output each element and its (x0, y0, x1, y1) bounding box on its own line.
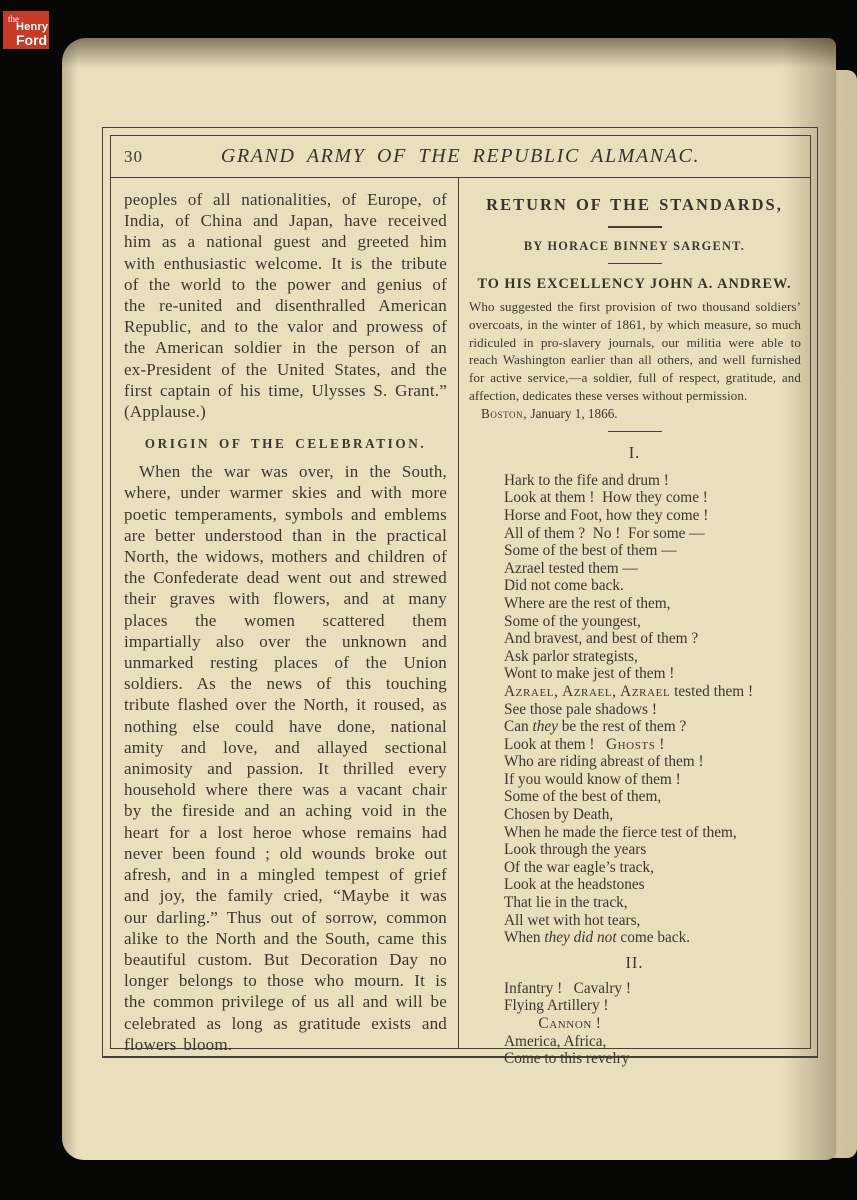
logo-text-ford: Ford (16, 32, 48, 48)
poem-line: Who are riding abreast of them ! (504, 753, 704, 771)
section-heading-origin: ORIGIN OF THE CELEBRATION. (144, 436, 427, 452)
dedication-dateline: Boston, January 1, 1866. (481, 405, 618, 421)
poem-line: Can they be the rest of them ? (504, 718, 687, 736)
logo-text-henry: Henry (16, 21, 49, 33)
poem-line: America, Africa, (504, 1032, 607, 1050)
poem-line: Some of the best of them — (504, 542, 677, 560)
divider-rule-2 (608, 263, 662, 264)
poem-line: Some of the best of them, (504, 788, 662, 806)
poem-line: See those pale shadows ! (504, 700, 657, 718)
poem-line: That lie in the track, (504, 894, 628, 912)
poem-line: Hark to the fife and drum ! (504, 471, 669, 489)
poem-section-2 (467, 980, 802, 1068)
poem-line: Horse and Foot, how they come ! (504, 506, 709, 524)
text-columns (111, 178, 810, 1068)
poem-section-1 (467, 472, 802, 947)
poem-line: Did not come back. (504, 577, 624, 595)
poem-line: Look at them ! How they come ! (504, 489, 708, 507)
poem-line: Look through the years (504, 841, 647, 859)
poem-line: Azrael tested them — (504, 559, 638, 577)
poem-line: When they did not come back. (504, 929, 691, 947)
poem-line: Where are the rest of them, (504, 594, 671, 612)
poem-line: Of the war eagle’s track, (504, 858, 654, 876)
page-header-title: GRAND ARMY OF THE REPUBLIC ALMANAC. (220, 145, 701, 167)
divider-rule-1 (608, 226, 662, 228)
poem-line: Look at the headstones (504, 876, 645, 894)
poem-line: All of them ? No ! For some — (504, 524, 705, 542)
page-number: 30 (124, 147, 143, 166)
poem-line: Ask parlor strategists, (504, 647, 638, 665)
poem-line: Cannon ! (538, 1015, 601, 1032)
page-frame-outer (102, 127, 818, 1068)
left-paragraph-1: peoples of all nationalities, of Europe, of India, of China and Japan, have received him as a national guest and greeted him with enthusiastic welcome. It is the tribute of the world to the power and genius of the re-united and disenthralled American Republic, and to the valor and prowess of the American soldier in the person of an ex-President of the United States, and the first captain of his time, Ulysses S. Grant.” (Applause.) (124, 190, 447, 422)
logo-text-the: the (8, 14, 19, 24)
poem-line: Chosen by Death, (504, 806, 614, 824)
henry-ford-logo (3, 11, 49, 49)
poem-byline: BY HORACE BINNEY SARGENT. (523, 239, 746, 253)
running-head (111, 136, 810, 178)
left-paragraph-2: When the war was over, in the South, where, under warmer skies and with more poetic temperaments, symbols and emblems are better understood than in the practical North, the widows, mothers and children of the Confederate dead went out and strewed their graves with flowers, and at many places the women scattered them impartially also over the unknown and unmarked resting places of the Union soldiers. As the news of this touching tribute flashed over the North, it roused, as nothing else could have done, national amity and love, and allayed sectional animosity and passion. It thrilled every household where there was a vacant chair by the fireside and an aching void in the heart for a lost heroe whose remains had never been found ; old wounds broke out afresh, and in a mingled tempest of grief and joy, the family cried, “Maybe it was our darling.” Thus out of sorrow, common alike to the North and the South, came this beautiful custom. But Decoration Day no longer belongs to those who mourn. It is the common privilege of us all and will be celebrated as long as gratitude exists and flowers bloom. (124, 462, 447, 1054)
poem-line: All wet with hot tears, (504, 911, 641, 929)
poem-section-numeral-2: II. (625, 952, 644, 972)
page-frame-inner (110, 135, 811, 1068)
poem-line: Flying Artillery ! (504, 997, 609, 1015)
poem-dedicatee: TO HIS EXCELLENCY JOHN A. ANDREW. (477, 276, 792, 292)
poem-section-numeral-1: I. (628, 442, 641, 462)
book-page (62, 38, 836, 1160)
poem-title: RETURN OF THE STANDARDS, (486, 195, 783, 214)
left-column (111, 178, 459, 1054)
poem-line: Come to this revelry (504, 1050, 630, 1068)
poem-line: And bravest, and best of them ? (504, 630, 699, 648)
poem-line: Infantry ! Cavalry ! (504, 979, 631, 997)
dedication-paragraph: Who suggested the first provision of two thousand soldiers’ overcoats, in the winter of 1861, by which measure, so much ridiculed in pro-slavery journals, our militia were able to reach Washington earlier than all others, and well furnished for active service,—a soldier, full of respect, gratitude, and affection, dedicates these verses without permission. (469, 299, 801, 403)
right-column (459, 178, 810, 1068)
divider-rule-3 (608, 431, 662, 432)
poem-line: Look at them ! Ghosts ! (504, 735, 665, 753)
poem-line: When he made the fierce test of them, (504, 823, 737, 841)
poem-line: Wont to make jest of them ! (504, 665, 675, 683)
poem-line: If you would know of them ! (504, 770, 681, 788)
poem-line: Azrael, Azrael, Azrael tested them ! (504, 682, 754, 700)
poem-line: Some of the youngest, (504, 612, 641, 630)
